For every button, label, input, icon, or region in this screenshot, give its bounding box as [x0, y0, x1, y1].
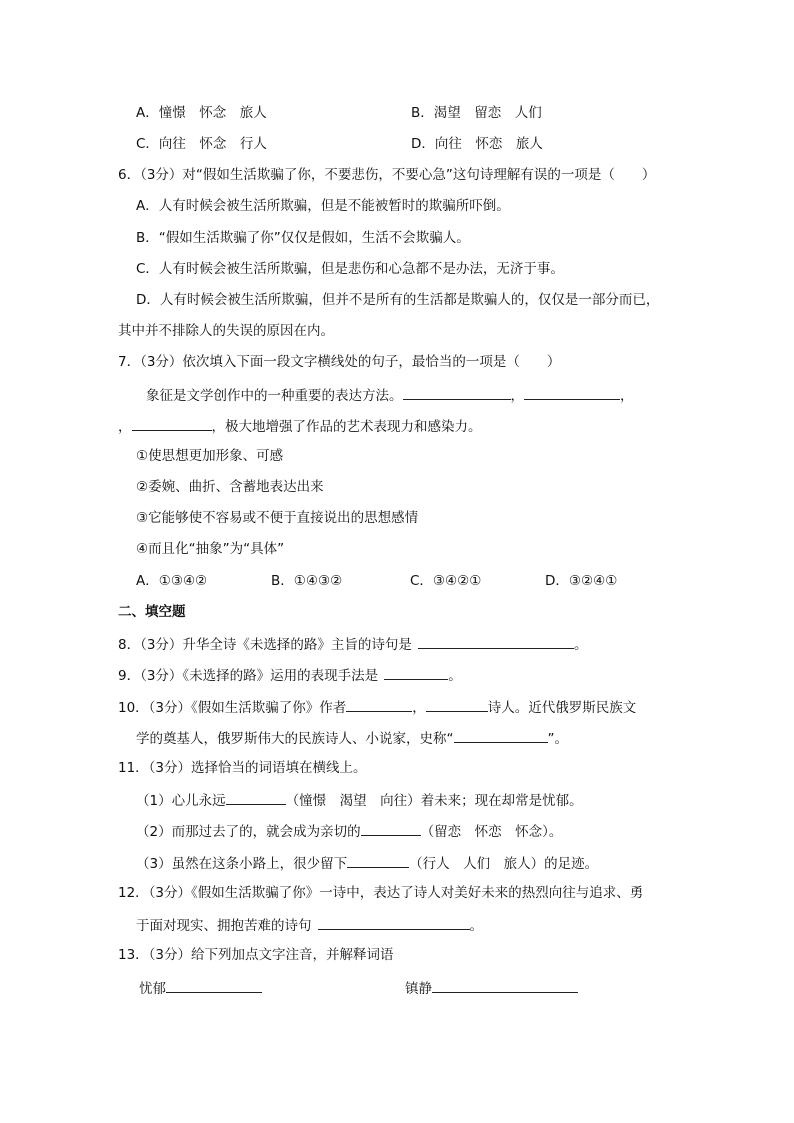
- q7-passage-end: ，极大地增强了作品的艺术表现力和感染力。: [211, 419, 482, 435]
- q13-blank-1[interactable]: [166, 978, 262, 993]
- q11-blank-2[interactable]: [361, 821, 421, 836]
- q7-passage-line1: [146, 385, 634, 405]
- q11-sub-1-options: （憧憬 渴望 向往）着未来；现在却常是忧郁。: [285, 793, 583, 809]
- q10-text-c: 诗人。近代俄罗斯民族文: [487, 700, 637, 716]
- q6-option-d-line2: 其中并不排除人的失误的原因在内。: [118, 323, 334, 339]
- q6-stem: 6．（3分）对“假如生活欺骗了你，不要悲伤，不要心急”这句诗理解有误的一项是（ ）: [118, 167, 656, 183]
- q8-end: 。: [573, 637, 588, 653]
- q7-item-2: ②委婉、曲折、含蓄地表达出来: [136, 479, 324, 495]
- q10-text-b: ，: [412, 700, 426, 716]
- q7-separator: ，: [620, 388, 634, 404]
- q6-option-c: C．人有时候会被生活所欺骗，但是悲伤和心急都不是办法，无济于事。: [136, 261, 564, 277]
- q13-word-1: [139, 978, 262, 998]
- q11-sub-2-options: （留恋 怀恋 怀念）。: [420, 824, 563, 840]
- q9: [118, 665, 462, 685]
- q8-text: 8．（3分）升华全诗《未选择的路》主旨的诗句是: [118, 637, 412, 653]
- q7-option-d: D．③②④①: [545, 573, 618, 589]
- q10-line2: [136, 728, 568, 748]
- q11-stem: 11．（3分）选择恰当的词语填在横线上。: [118, 760, 367, 776]
- q11-sub-2-text: （2）而那过去了的，就会成为亲切的: [136, 824, 361, 840]
- q10-text-a: 10．（3分）《假如生活欺骗了你》作者: [118, 700, 347, 716]
- q7-passage-text: 象征是文学创作中的一种重要的表达方法。: [146, 388, 403, 404]
- q5-option-a: A．憧憬 怀念 旅人: [136, 105, 267, 121]
- q12-end: 。: [469, 918, 483, 934]
- section-heading: 二、填空题: [118, 604, 186, 620]
- q13-word-2: [405, 978, 578, 998]
- q6-option-d-line1: D．人有时候会被生活所欺骗，但并不是所有的生活都是欺骗人的，仅仅是一部分而已，: [136, 292, 660, 308]
- q11-sub-2: [136, 821, 562, 841]
- q12-text: 于面对现实、拥抱苦难的诗句: [136, 918, 312, 934]
- q13-stem: 13．（3分）给下列加点文字注音，并解释词语: [118, 947, 394, 963]
- q6-option-b: B．“假如生活欺骗了你”仅仅是假如，生活不会欺骗人。: [136, 230, 470, 246]
- q12-line2: [136, 915, 483, 935]
- q7-option-a: A．①③④②: [136, 573, 208, 589]
- q10-text-d: 学的奠基人，俄罗斯伟大的民族诗人、小说家，史称“: [136, 731, 454, 747]
- q11-sub-1-text: （1）心儿永远: [136, 793, 226, 809]
- q5-option-d: D．向往 怀恋 旅人: [411, 136, 543, 152]
- q7-item-3: ③它能够使不容易或不便于直接说出的思想感情: [136, 510, 419, 526]
- q7-blank-1[interactable]: [403, 385, 511, 400]
- q8: [118, 634, 587, 654]
- q5-option-c: C．向往 怀念 行人: [136, 136, 267, 152]
- q12-line1: 12．（3分）《假如生活欺骗了你》一诗中，表达了诗人对美好未来的热烈向往与追求、勇: [118, 885, 644, 901]
- q10-text-e: ”。: [547, 731, 568, 747]
- q7-item-1: ①使思想更加形象、可感: [136, 448, 284, 464]
- q7-separator: ，: [510, 388, 524, 404]
- q7-blank-2[interactable]: [524, 385, 620, 400]
- q11-sub-3-options: （行人 人们 旅人）的足迹。: [409, 856, 599, 872]
- q7-passage-line2: [118, 416, 482, 436]
- q11-blank-3[interactable]: [347, 853, 409, 868]
- q7-blank-3[interactable]: [132, 416, 212, 431]
- q9-text: 9．（3分）《未选择的路》运用的表现手法是: [118, 668, 379, 684]
- q7-item-4: ④而且化“抽象”为“具体”: [136, 541, 285, 557]
- q11-blank-1[interactable]: [226, 790, 286, 805]
- q5-option-b: B．渴望 留恋 人们: [411, 105, 542, 121]
- q13-word-1-text: 忧郁: [139, 981, 166, 997]
- q13-blank-2[interactable]: [432, 978, 578, 993]
- q11-sub-3: [136, 853, 598, 873]
- q10-blank-3[interactable]: [454, 728, 548, 743]
- q10-line1: [118, 697, 636, 717]
- q11-sub-1: [136, 790, 583, 810]
- q7-stem: 7．（3分）依次填入下面一段文字横线处的句子，最恰当的一项是（ ）: [118, 354, 561, 370]
- q11-sub-3-text: （3）虽然在这条小路上，很少留下: [136, 856, 348, 872]
- q6-option-a: A．人有时候会被生活所欺骗，但是不能被暂时的欺骗所吓倒。: [136, 198, 510, 214]
- q12-blank[interactable]: [318, 915, 470, 930]
- q10-blank-2[interactable]: [426, 697, 488, 712]
- q13-word-2-text: 镇静: [405, 981, 432, 997]
- q7-option-b: B．①④③②: [271, 573, 343, 589]
- q9-end: 。: [448, 668, 462, 684]
- q9-blank[interactable]: [384, 665, 448, 680]
- q7-option-c: C．③④②①: [410, 573, 482, 589]
- q10-blank-1[interactable]: [346, 697, 412, 712]
- q7-separator: ，: [118, 419, 132, 435]
- q8-blank[interactable]: [418, 634, 574, 649]
